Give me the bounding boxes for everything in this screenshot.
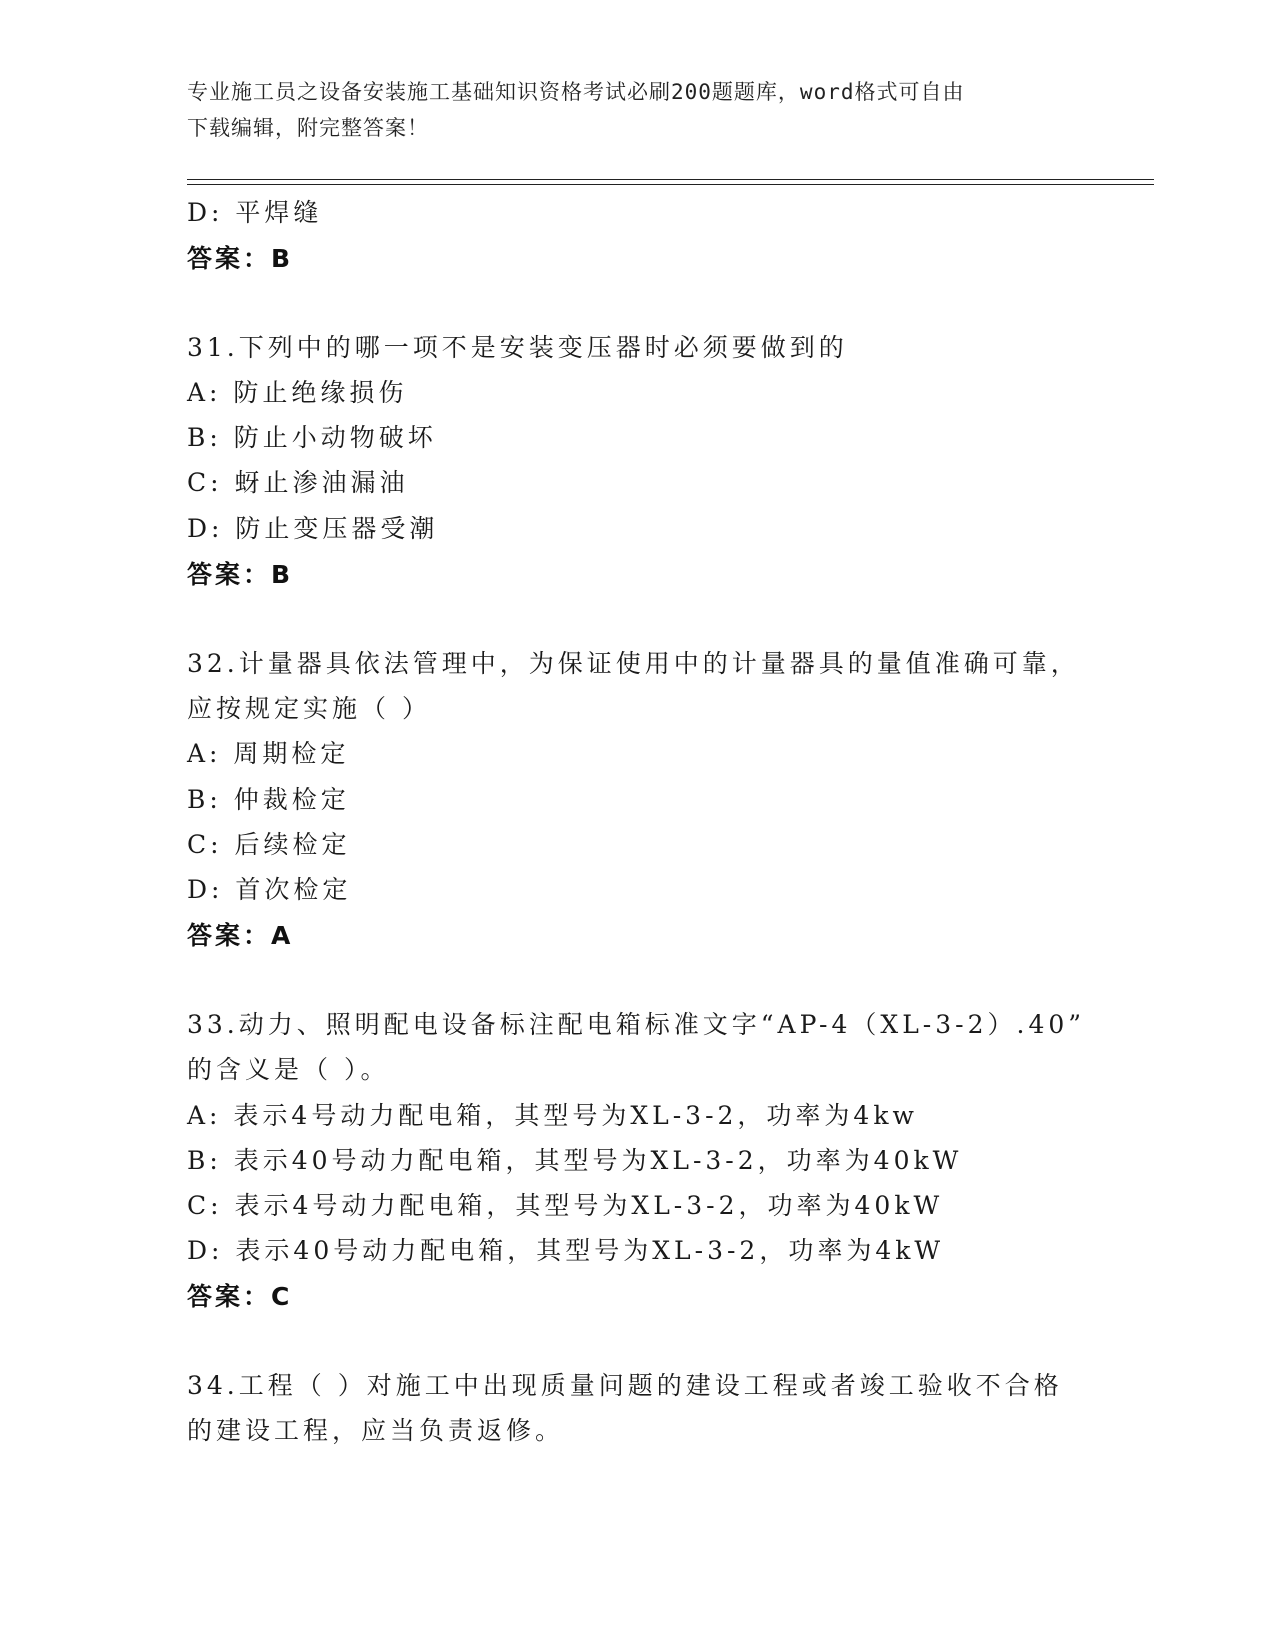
q33-stem-line-2: 的含义是（ ）。 xyxy=(187,1055,390,1084)
q32-option-d: D: 首次检定 xyxy=(187,875,352,904)
prev-option-d: D: 平焊缝 xyxy=(187,198,323,227)
q32-answer: 答案：A xyxy=(187,921,294,950)
prev-answer: 答案：B xyxy=(187,244,294,273)
q31-option-b: B: 防止小动物破坏 xyxy=(187,423,437,452)
q33-option-b: B: 表示40号动力配电箱，其型号为XL-3-2，功率为40kW xyxy=(187,1146,963,1175)
q32-stem-line-2: 应按规定实施（ ） xyxy=(187,694,431,723)
q31-answer: 答案：B xyxy=(187,560,294,589)
q32-option-c: C: 后续检定 xyxy=(187,830,351,859)
q34-stem-line-1: 34.工程（ ）对施工中出现质量问题的建设工程或者竣工验收不合格 xyxy=(187,1371,1063,1400)
header-divider-bottom xyxy=(187,184,1154,185)
q31-stem: 31.下列中的哪一项不是安装变压器时必须要做到的 xyxy=(187,333,848,362)
q31-option-a: A: 防止绝缘损伤 xyxy=(187,378,408,407)
q33-option-c: C: 表示4号动力配电箱，其型号为XL-3-2，功率为40kW xyxy=(187,1191,944,1220)
header-line-2: 下载编辑，附完整答案！ xyxy=(187,116,429,140)
q33-option-d: D: 表示40号动力配电箱，其型号为XL-3-2，功率为4kW xyxy=(187,1236,945,1265)
document-header xyxy=(187,74,1067,146)
q34-stem-line-2: 的建设工程，应当负责返修。 xyxy=(187,1416,565,1445)
q32-stem-line-1: 32.计量器具依法管理中，为保证使用中的计量器具的量值准确可靠， xyxy=(187,649,1080,678)
q33-answer: 答案：C xyxy=(187,1282,293,1311)
header-divider-top xyxy=(187,179,1154,180)
header-line-1: 专业施工员之设备安装施工基础知识资格考试必刷200题题库，word格式可自由 xyxy=(187,80,965,104)
q33-option-a: A: 表示4号动力配电箱，其型号为XL-3-2，功率为4kw xyxy=(187,1101,918,1130)
q33-stem-line-1: 33.动力、照明配电设备标注配电箱标准文字“AP-4（XL-3-2）.40” xyxy=(187,1010,1086,1039)
q32-option-b: B: 仲裁检定 xyxy=(187,785,350,814)
q31-option-d: D: 防止变压器受潮 xyxy=(187,514,439,543)
q32-option-a: A: 周期检定 xyxy=(187,739,350,768)
q31-option-c: C: 蚜止渗油漏油 xyxy=(187,468,409,497)
